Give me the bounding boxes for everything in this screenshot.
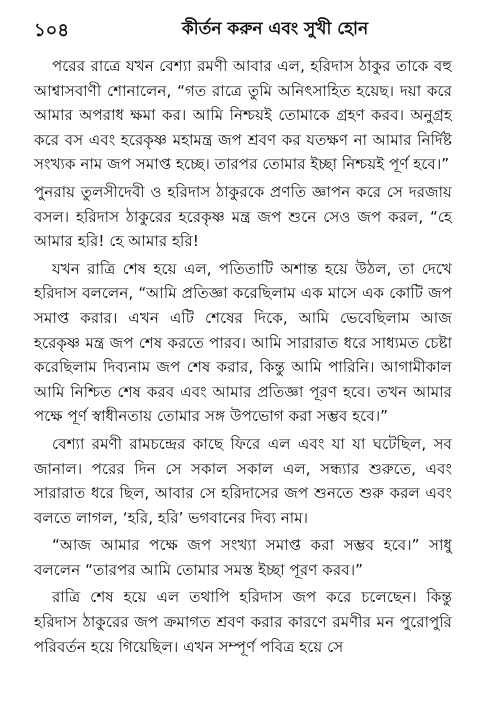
body-text: [34, 54, 452, 659]
paragraph: পুনরায় তুলসীদেবী ও হরিদাস ঠাকুরকে প্রণতি জ্ঞাপন করে সে দরজায় বসল। হরিদাস ঠাকুরের হরেকৃষ্ণ মন্ত্র জপ শুনে সেও জপ করল, “হে আমার হরি! হে আমার হরি!: [34, 182, 452, 251]
page-header: [34, 14, 452, 50]
paragraph: “আজ আমার পক্ষে জপ সংখ্যা সমাপ্ত করা সম্ভব হবে।” সাধু বললেন “তারপর আমি তোমার সমস্ত ইচ্ছা পূরণ করব।”: [34, 536, 452, 579]
paragraph: বেশ্যা রমণী রামচন্দ্রের কাছে ফিরে এল এবং যা যা ঘটেছিল, সব জানাল। পরের দিন সে সকাল সকাল এল, সন্ধ্যার শুরুতে, এবং সারারাত ধরে ছিল, আবার সে হরিদাসের জপ শুনতে শুরু করল এবং বলতে লাগল, ‘হরি, হরি’ ভগবানের দিব্য নাম।: [34, 434, 452, 527]
running-title: কীর্তন করুন এবং সুখী হোন: [181, 19, 369, 39]
paragraph: যখন রাত্রি শেষ হয়ে এল, পতিতাটি অশান্ত হয়ে উঠল, তা দেখে হরিদাস বললেন, “আমি প্রতিজ্ঞা করেছিলাম এক মাসে এক কোটি জপ সমাপ্ত করার। এখন এটি শেষের দিকে, আমি ভেবেছিলাম আজ হরেকৃষ্ণ মন্ত্র জপ শেষ করতে পারব। আমি সারারাত ধরে সাধ্যমত চেষ্টা করেছিলাম দিব্যনাম জপ শেষ করার, কিন্তু আমি পারিনি। আগামীকাল আমি নিশ্চিত শেষ করব এবং আমার প্রতিজ্ঞা পূরণ হবে। তখন আমার পক্ষে পূর্ণ স্বাধীনতায় তোমার সঙ্গ উপভোগ করা সম্ভব হবে।”: [34, 259, 452, 426]
page-number: ১০৪: [34, 20, 70, 41]
paragraph: রাত্রি শেষ হয়ে এল তথাপি হরিদাস জপ করে চলেছেন। কিন্তু হরিদাস ঠাকুরের জপ ক্রমাগত শ্রবণ করার কারণে রমণীর মন পুরোপুরি পরিবর্তন হয়ে গিয়েছিল। এখন সম্পূর্ণ পবিত্র হয়ে সে: [34, 588, 452, 656]
paragraph: পরের রাত্রে যখন বেশ্যা রমণী আবার এল, হরিদাস ঠাকুর তাকে বহু আশ্বাসবাণী শোনালেন, “গত রাত্রে তুমি অনিৎসাহিত হয়েছ। দয়া করে আমার অপরাধ ক্ষমা কর। আমি নিশ্চয়ই তোমাকে গ্রহণ করব। অনুগ্রহ করে বস এবং হরেকৃষ্ণ মহামন্ত্র জপ শ্রবণ কর যতক্ষণ না আমার নির্দিষ্ট সংখ্যক নাম জপ সমাপ্ত হচ্ছে। তারপর তোমার ইচ্ছা নিশ্চয়ই পূর্ণ হবে।”: [34, 57, 452, 174]
